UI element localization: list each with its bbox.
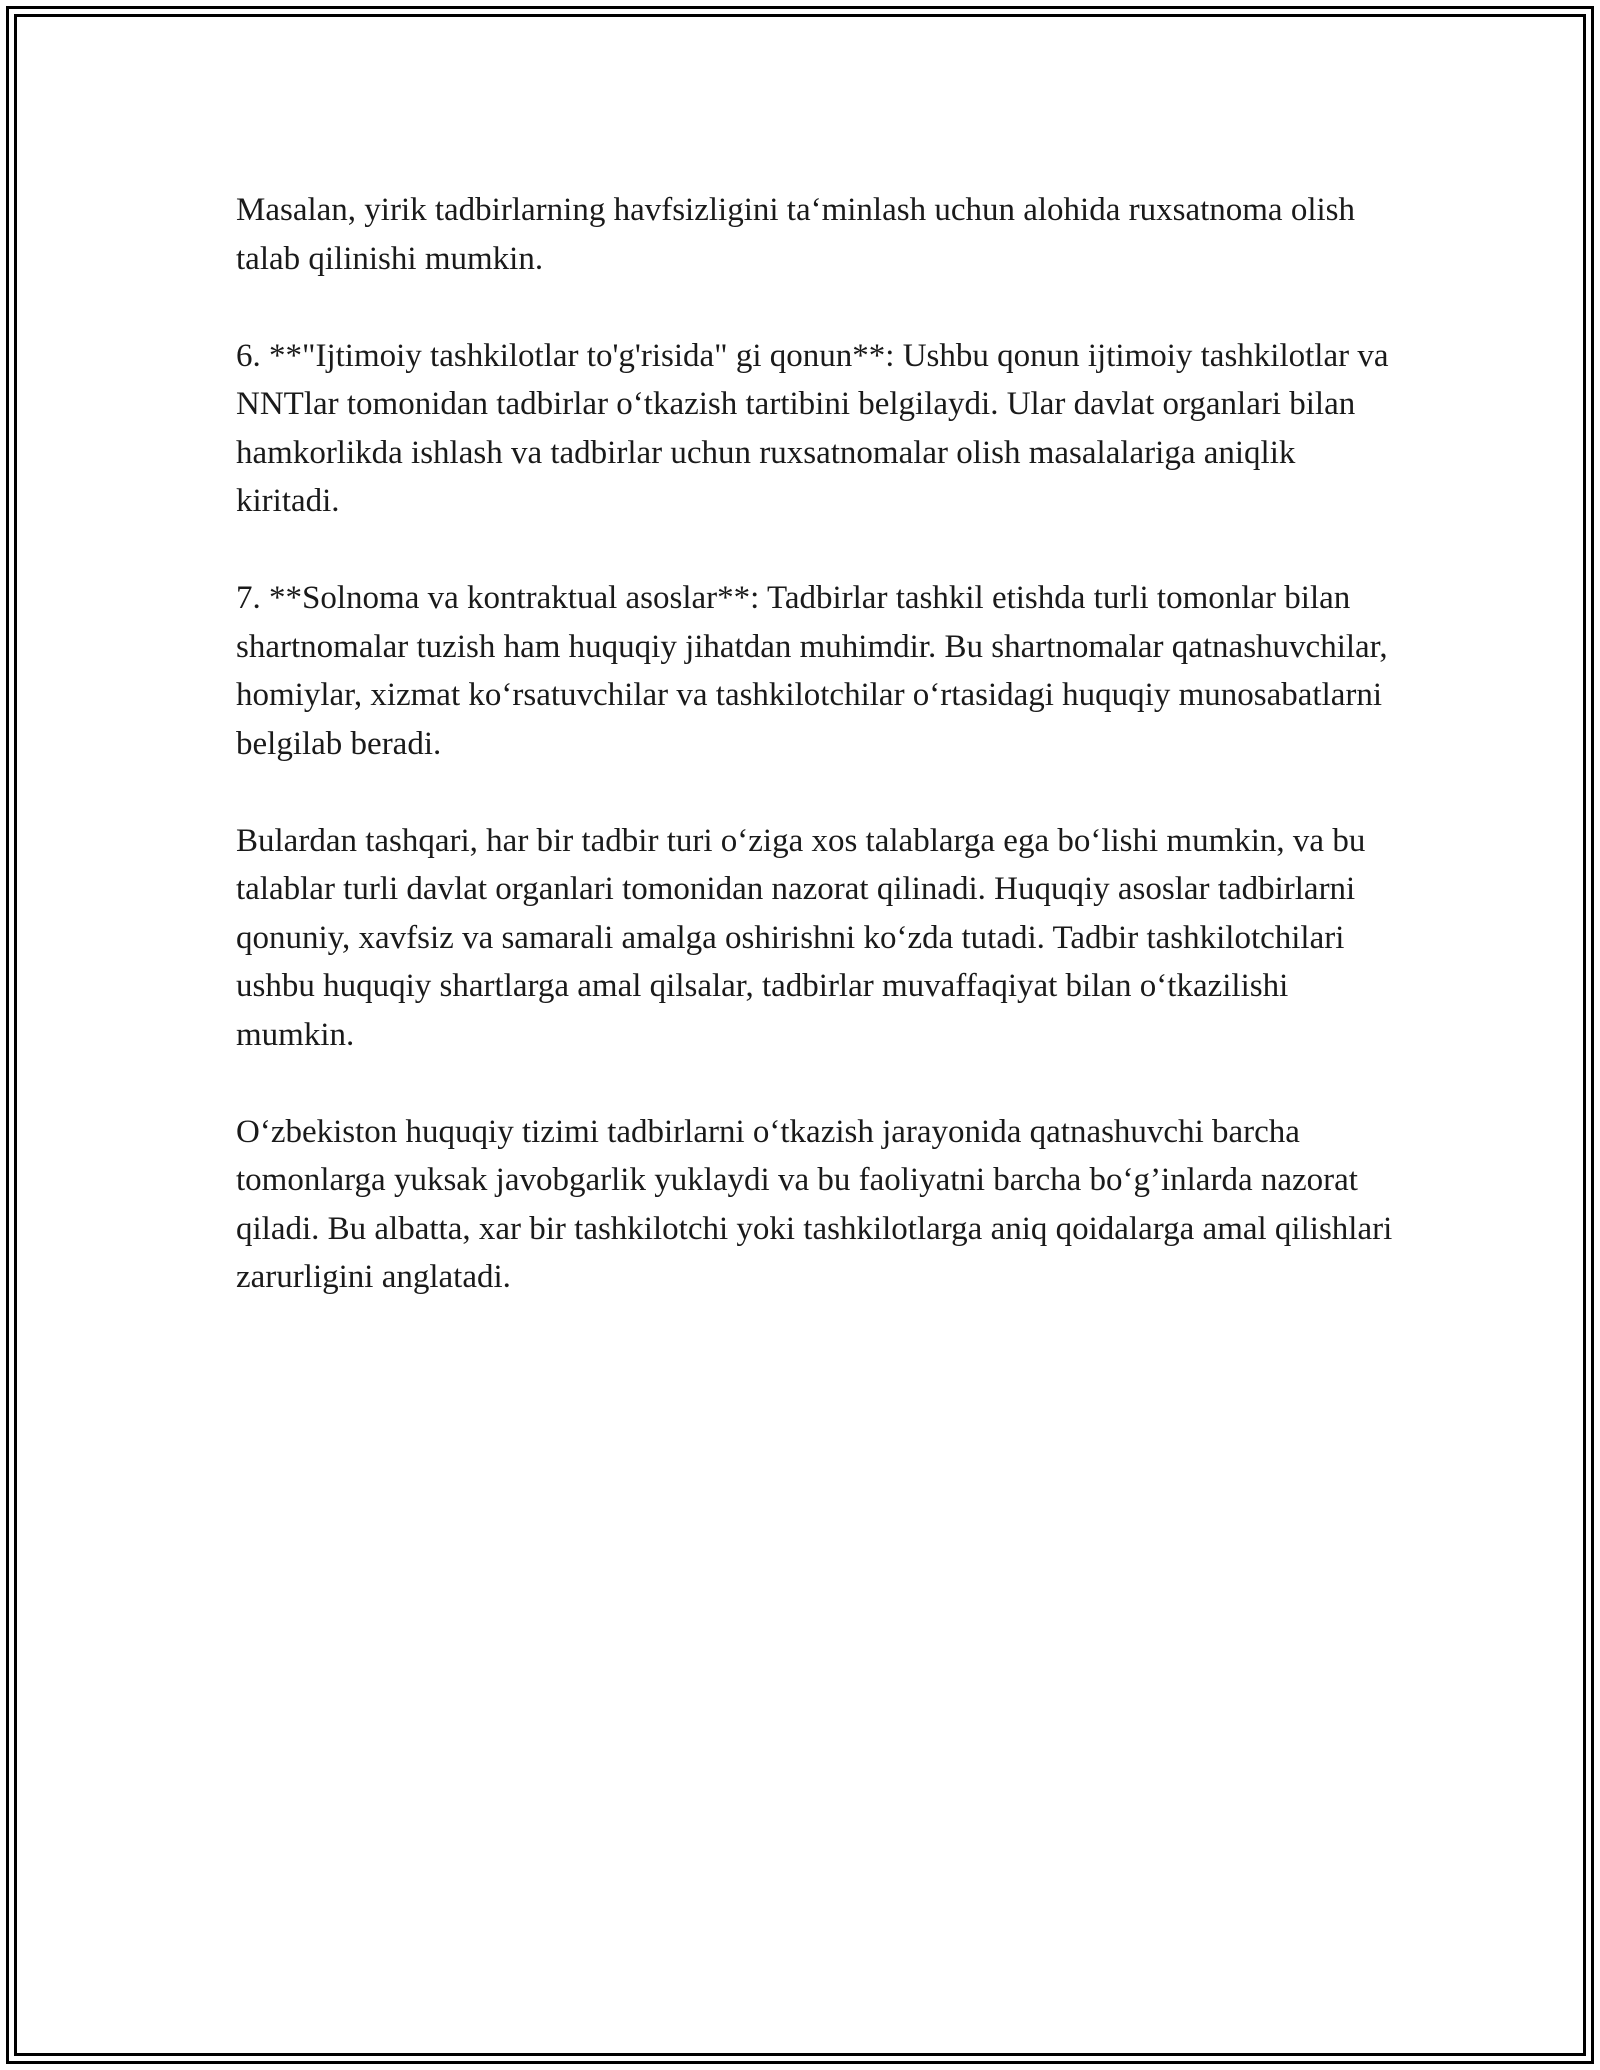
paragraph-contractual-basis: 7. **Solnoma va kontraktual asoslar**: Tadbirlar tashkil etishda turli tomonlar bilan shartnomalar tuzish ham huquqiy jihatdan muhimdir. Bu shartnomalar qatnashuvchilar, homiylar, xizmat ko‘rsatuvchilar va tashkilotchilar o‘rtasidagi huquqiy munosabatlarni belgilab beradi. [236, 580, 1388, 762]
paragraph-security-permit: Masalan, yirik tadbirlarning havfsizligini ta‘minlash uchun alohida ruxsatnoma olish talab qilinishi mumkin. [236, 192, 1356, 277]
paragraph-social-organizations-law: 6. **"Ijtimoiy tashkilotlar to'g'risida" gi qonun**: Ushbu qonun ijtimoiy tashkilotlar va NNTlar tomonidan tadbirlar o‘tkazish tartibini belgilaydi. Ular davlat organlari bilan hamkorlikda ishlash va tadbirlar uchun ruxsatnomalar olish masalalariga aniqlik kiritadi. [236, 337, 1389, 519]
paragraph-legal-system: O‘zbekiston huquqiy tizimi tadbirlarni o‘tkazish jarayonida qatnashuvchi barcha tomonlarga yuksak javobgarlik yuklaydi va bu faoliyatni barcha bo‘g’inlarda nazorat qiladi. Bu albatta, xar bir tashkilotchi yoki tashkilotlarga aniq qoidalarga amal qilishlari zarurligini anglatadi. [236, 1113, 1393, 1295]
paragraph-additional-requirements: Bulardan tashqari, har bir tadbir turi o‘ziga xos talablarga ega bo‘lishi mumkin, va bu talablar turli davlat organlari tomonidan nazorat qilinadi. Huquqiy asoslar tadbirlarni qonuniy, xavfsiz va samarali amalga oshirishni ko‘zda tutadi. Tadbir tashkilotchilari ushbu huquqiy shartlarga amal qilsalar, tadbirlar muvaffaqiyat bilan o‘tkazilishi mumkin. [236, 822, 1366, 1053]
document-body [236, 186, 1396, 1302]
